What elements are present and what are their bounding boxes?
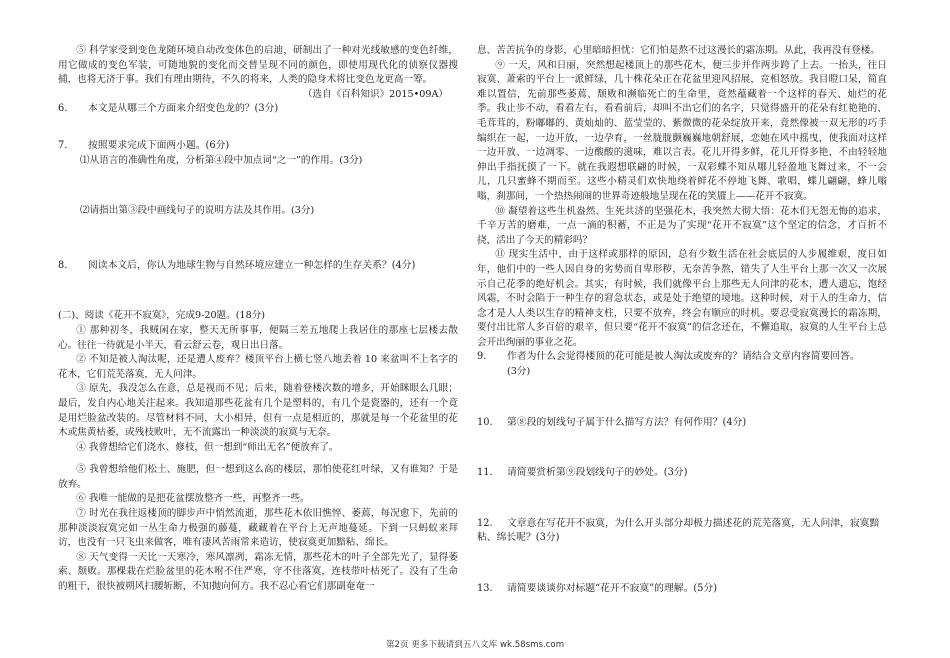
article-paragraph-8-continued: 息、苦苦抗争的身影，心里暗暗担忧：它们怕是熬不过这漫长的霜冻期。从此，我再没有登楼。 (477, 45, 880, 56)
question-number: 9. (477, 351, 487, 363)
question-7-part-1: ⑴从语言的准确性角度，分析第④段中加点词“之一”的作用。(3分) (80, 154, 363, 166)
article-paragraph-10: ⑩ 凝望着这些生机盎然、生死共济的坚强花木，我突然大彻大悟：花木们无怨无悔的追求，千辛万苦的磨难，一点一滴的积蓄，不正是为了实现“花开不寂寞”这个坚定的信念，才百折不挠，活出了今天的精彩吗？ (477, 205, 887, 246)
article-paragraph-9: ⑨ 一天，风和日丽，突然想起楼顶上的那些花木，便三步并作两步跨了上去。一抬头，往日寂寞、萧索的平台上一派鲜绿，几十株花朵正在花盆里迎风招展，竞相怒放。我目瞪口呆，简直难以置信，先前那些萎蔫、颓败和濒临死亡的生命里，竟然蕴藏着一个这样的春天、灿烂的花季。我止步不动，看看左右，看看前后，却叫不出它们的名字，只觉得盛开的花朵有红艳艳的、毛茸茸的，粉嘟嘟的、黄灿灿的、蓝莹莹的、紫微微的花朵绽放开来，竟然像被一双无形的巧手编织在一起，一边开放，一边孕育，一丝胧胧颤巍巍地朝舒展，恋她在风中摇曳，使我面对这样一边开放、一边凋零、一边酸酸的滋味，难以言表。花儿开得多鲜，花儿开得多艳，不由轻轻地伸出手指抚摸了一下。就在我遐想联翩的时候，一双彩蝶不知从哪儿轻盈地飞舞过来，不一会儿，几只蜜蜂不期而至。这些小精灵们欢快地绕着鲜花不停地飞舞、歌唱，蝶儿翩翩，蜂儿嗡嗡，刹那间，一个热热闹闹的世界奇迹般地呈现在花的笑靥上——花开不寂寞。 (477, 59, 887, 202)
question-number: 11. (477, 467, 493, 479)
section-heading: (二)、阅读《花开不寂寞》，完成9-20题。(18分) (58, 310, 266, 322)
article-paragraph-4: ④ 我曾想给它们浇水、修枝，但一想到“师出无名”便放弃了。 (76, 441, 339, 453)
question-number: 8. (58, 259, 68, 271)
question-10 (477, 416, 887, 431)
question-number: 12. (477, 517, 493, 529)
source-citation: （选自《百科知识》2015•09A） (302, 88, 448, 100)
question-text: 请简要赏析第⑨段划线句子的妙处。(3分) (507, 467, 688, 479)
question-6 (58, 102, 458, 117)
article-paragraph-8: ⑧ 天气变得一天比一天寒冷，寒风凛冽，霜冻无情，那些花木的叶子全部先光了，显得萎索、颓败。那棵栽在烂脸盆里的花木咐不住严寒，守不住落寞，连枝带叶枯死了。没有了生命的粗干，很快被朔风扫腰斩断，不知抛向何方。我不忍心看它们那副奄奄一 (58, 551, 458, 593)
article-paragraph-11: ⑪ 现实生活中，由于这样或那样的原因，总有少数生活在社会底层的人步履维艰，度日如年，他们中的一些人因自身的劣势而自卑形秽，无奈苦争熬，错失了人生平台上那一次又一次展示自己花季的绝好机会。其实，有时候，我们就像平台上那些无人问津的花木，遭人遗忘，饱经风霜，不时会陷于一种生存的窘急状态，或是处于绝望的境地。这种时候，对于人的生命力，信念才是人人类以生存的精神支柱，只要不放弃，终会有顺应的时机。要忍受寂寞漫长的霜冻期，要付出比常人多百倍的艰辛，但只要“花开不寂寞”的信念还在，不懈追取，寂寞的人生平台上总会开出绚丽的事业之花。 (477, 249, 887, 348)
article-paragraph-1: ① 那种初冬，我贼闲在家，整天无所事事，便隔三差五地爬上我居住的那座七层楼去散心。往往一待就是小半天，看云舒云卷，观日出日落。 (58, 324, 458, 351)
page-footer: 第2页 更多下载请到五八文库 wk.58sms.com (385, 640, 565, 650)
question-7 (58, 139, 458, 154)
article-paragraph-6: ⑥ 我唯一能做的是把花盆摆放整齐一些，再整齐一些。 (76, 493, 310, 505)
question-number: 7. (58, 139, 68, 151)
question-text: 第⑧段的划线句子属于什么描写方法？有何作用？(4分) (507, 416, 747, 428)
question-text: 请简要谈谈你对标题“花开不寂寞”的理解。(5分) (507, 583, 718, 595)
article-paragraph-3: ③ 原先，我没怎么在意，总是视而不见；后来，随着登楼次数的增多，开始眯眼么几眼；最后，发自内心地关注起来。我知道那些花盆有几个是塑料的，有几个是瓷器的，还有一个竟是用烂脸盆改装的。尽管材料不同，大小相异，但有一点是相近的，那就是每一个花盆里的花木或焦黄枯萎，或残枝败叶，无不流露出一种淡淡的寂寞与无奈。 (58, 383, 458, 439)
question-11 (477, 466, 887, 481)
question-text: 本文是从哪三个方面来介绍变色龙的？(3分) (88, 103, 279, 115)
question-number: 10. (477, 416, 493, 428)
question-text: 按照要求完成下面两小题。(6分) (88, 139, 230, 151)
question-text: 阅读本文后，你认为地球生物与自然环境应建立一种怎样的生存关系？(4分) (88, 259, 416, 271)
article-paragraph-5: ⑤ 我曾想给他们松土、施肥，但一想到这么高的楼层，那怕使花红叶绿，又有谁知？于是放弃。 (58, 464, 458, 490)
question-number: 13. (477, 583, 493, 595)
question-text: 作者为什么会觉得楼顶的花可能是被人淘汰或废弃的？请结合文章内容简要回答。 (507, 351, 860, 363)
question-text: 文章意在写花开不寂寞，为什么开头部分却极力描述花的荒芜落寞，无人问津，寂寞黯粘、绵长呢？(3分) (477, 517, 880, 544)
question-9 (477, 350, 887, 365)
question-number: 6. (58, 103, 68, 115)
paragraph-5: ⑤ 科学家受到变色龙随环境自动改变体色的启迪，研制出了一种对光线敏感的变色纤维，用它做成的变色军装，可随地貌的变化而交替呈现不同的颜色，即使用现代化的侦察仪器搜捕，也将无济于事。我们有理由期待，不久的将来，人类的隐身术将比变色龙更高一筹。 (58, 45, 458, 86)
question-7-part-2: ⑵请指出第③段中画线句子的说明方法及其作用。(3分) (80, 205, 315, 217)
article-paragraph-2: ② 不知是被人淘汰呢，还是遭人废弃？楼顶平台上横七竖八地丢着 10 来盆叫不上名字的花木，它们荒芜落寞，无人问津。 (58, 354, 458, 380)
article-paragraph-7: ⑦ 时光在我往返楼顶的脚步声中悄然流逝，那些花木依旧憔悴、萎蔫，每况愈下，先前的那种淡淡寂寞完如一丛生命力极强的藤蔓，藏藏着在平台上无声地蔓延。下到一只蚂蚁来拜访，也没有一只飞虫来做客，唯有凄风苦雨常来造访，使寂寞更加黯粘、绵长。 (58, 508, 458, 549)
question-8 (58, 259, 458, 274)
left-column (58, 44, 458, 595)
right-column (477, 44, 887, 597)
question-12 (477, 517, 887, 546)
question-9-score: (3分) (507, 366, 531, 378)
question-13 (477, 582, 887, 597)
